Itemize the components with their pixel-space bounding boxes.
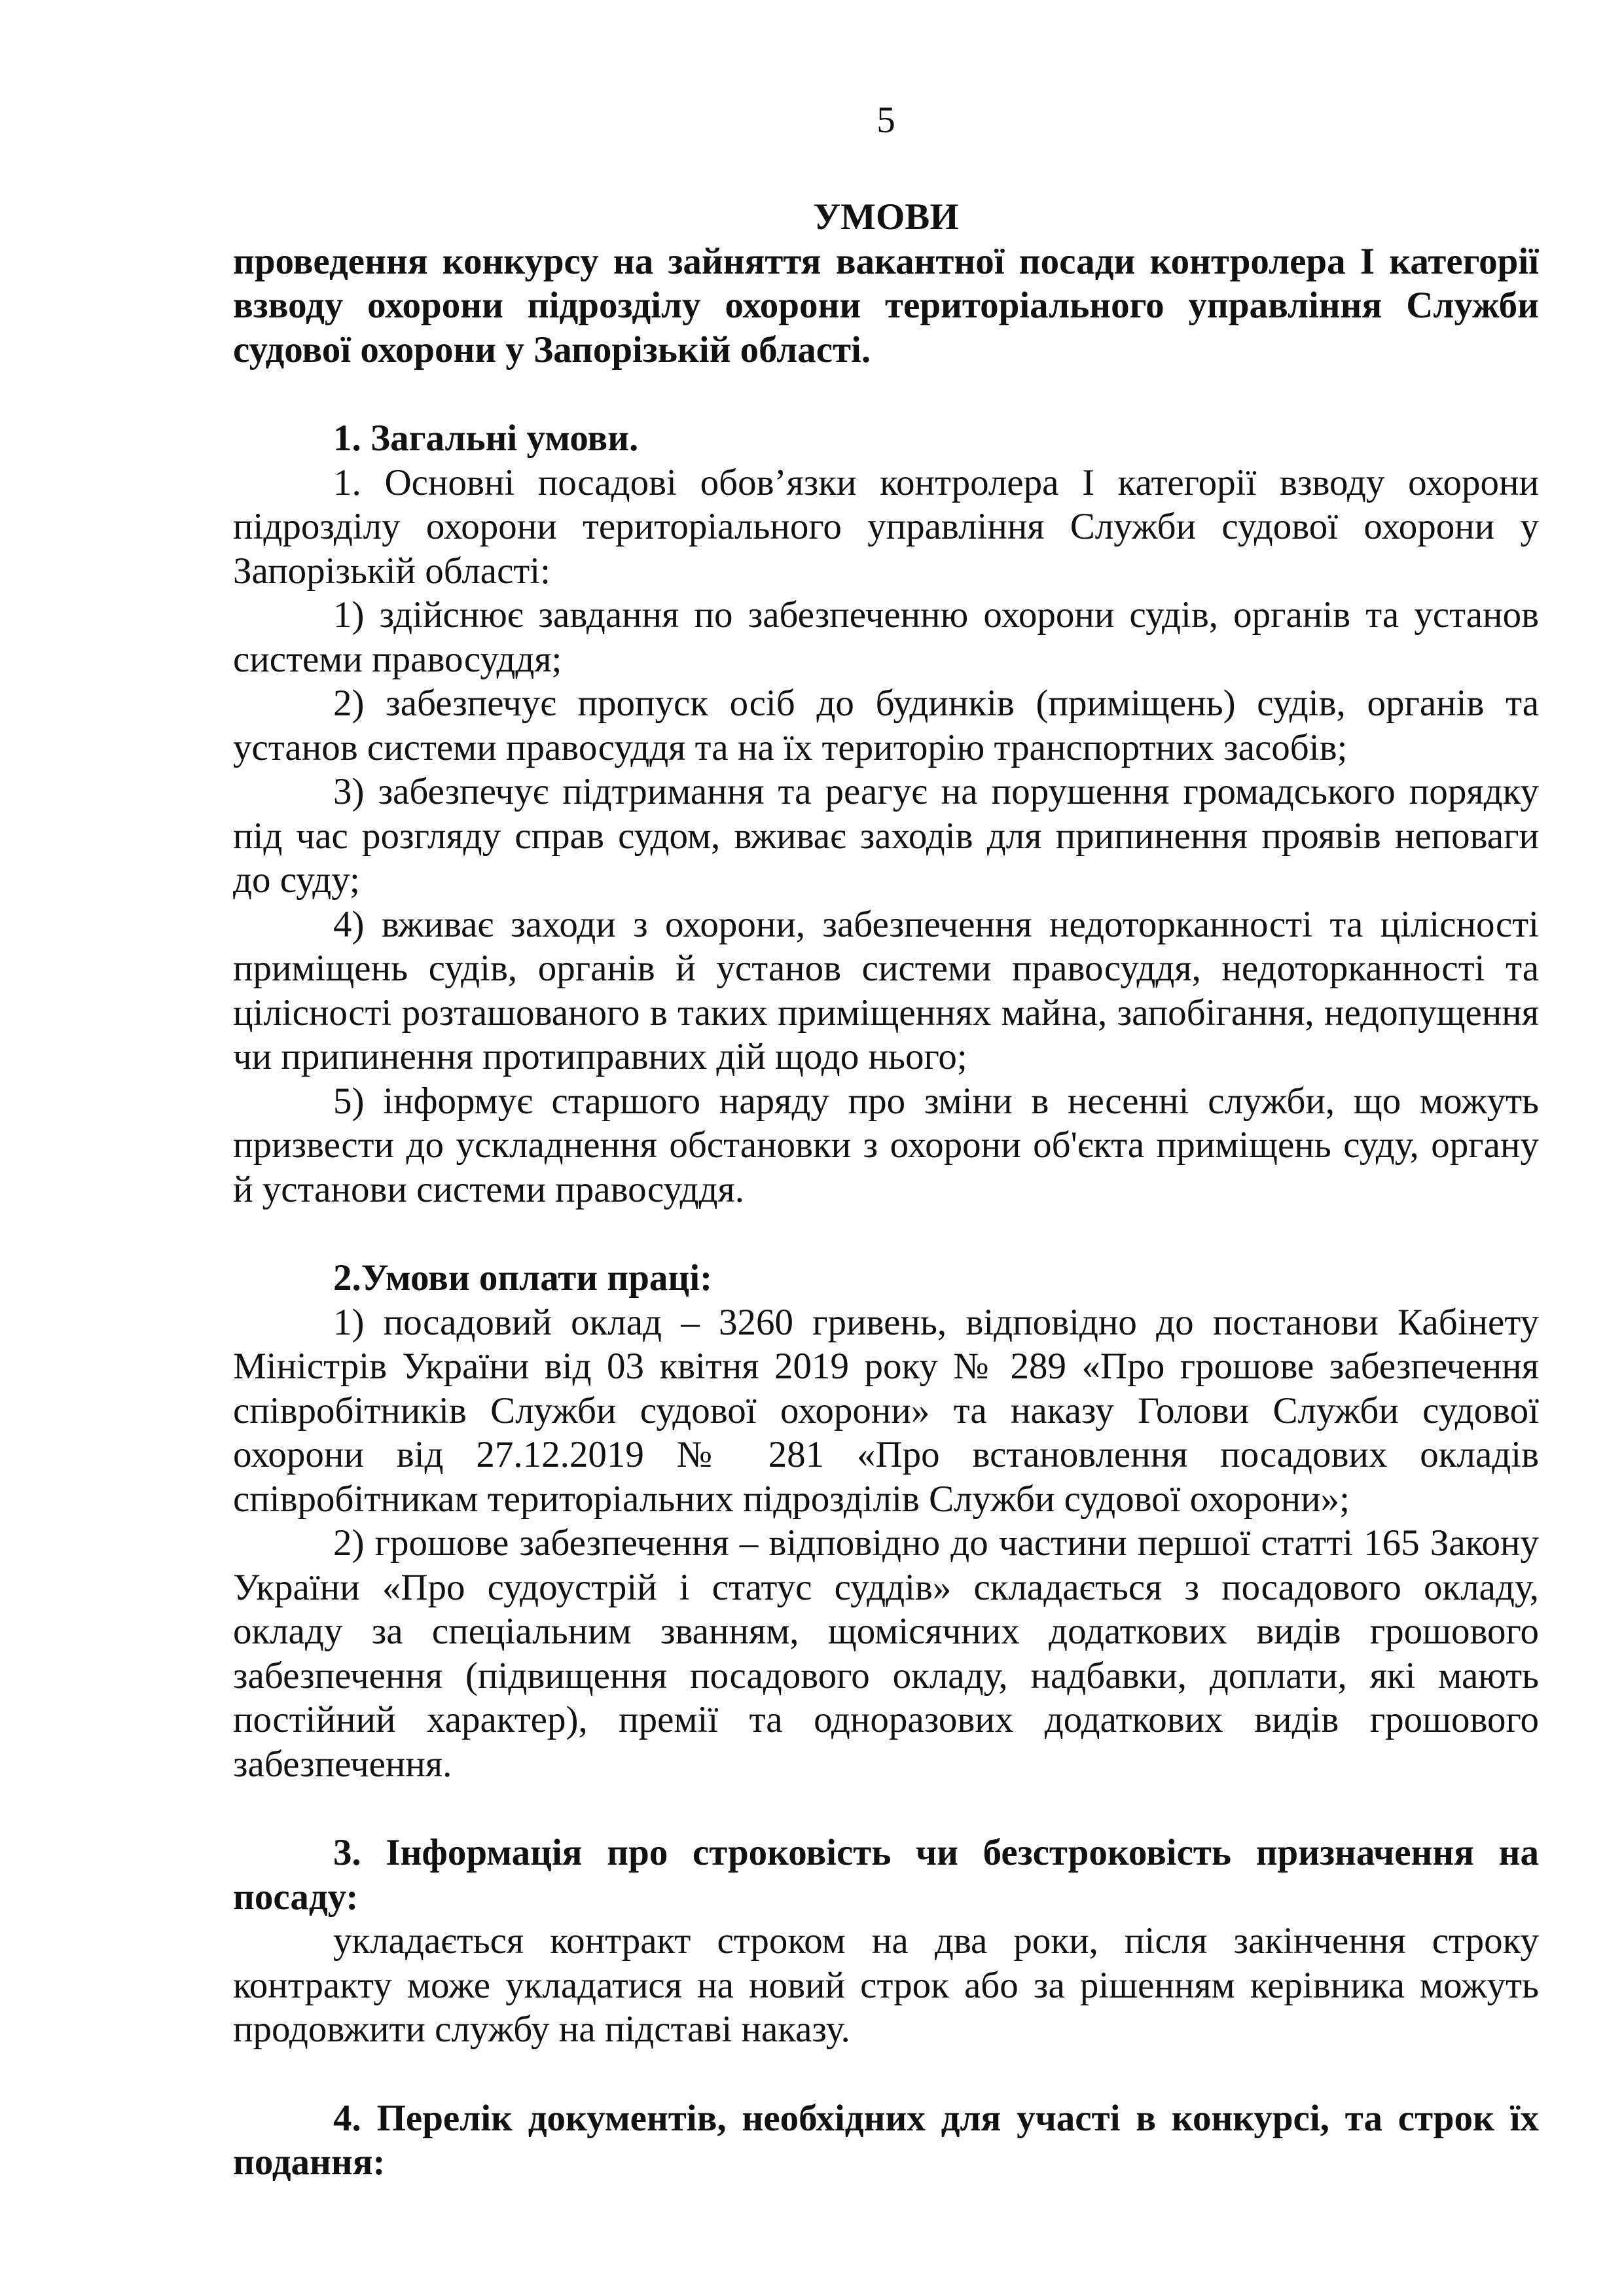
paragraph: 4) вживає заходи з охорони, забезпечення недоторканності та цілісності приміщень судів, органів й установ системи правосуддя, недоторканності та цілісності розташованого в таких приміщеннях майна, запобігання, недопущення чи припинення протиправних дій щодо нього; (233, 903, 1539, 1077)
document-title: УМОВИ (813, 196, 959, 238)
section-pay-conditions (233, 1256, 1539, 1786)
paragraph: укладається контракт строком на два роки, після закінчення строку контракту може укладатися на новий строк або за рішенням керівника можуть продовжити службу на підставі наказу. (233, 1920, 1539, 2050)
paragraph: 2) грошове забезпечення – відповідно до частини першої статті 165 Закону України «Про судоустрій і статус суддів» складається з посадового окладу, окладу за спеціальним званням, щомісячних додаткових видів грошового забезпечення (підвищення посадового окладу, надбавки, доплати, які мають постійний характер), премії та одноразових додаткових видів грошового забезпечення. (233, 1522, 1539, 1785)
paragraph: 1) здійснює завдання по забезпеченню охорони судів, органів та установ системи правосуддя; (233, 594, 1539, 680)
paragraph: 1) посадовий оклад – 3260 гривень, відповідно до постанови Кабінету Міністрів України від 03 квітня 2019 року № 289 «Про грошове забезпечення співробітників Служби судової охорони» та наказу Голови Служби судової охорони від 27.12.2019 № 281 «Про встановлення посадових окладів співробітникам територіальних підрозділів Служби судової охорони»; (233, 1301, 1539, 1520)
section-heading: 3. Інформація про строковість чи безстроковість призначення на посаду: (233, 1832, 1539, 1918)
paragraph: 5) інформує старшого наряду про зміни в несенні служби, що можуть призвести до ускладнення обстановки з охорони об'єкта приміщень суду, органу й установи системи правосуддя. (233, 1080, 1539, 1210)
document-subtitle: проведення конкурсу на зайняття вакантної посади контролера І категорії взводу охорони підрозділу охорони територіального управління Служби судової охорони у Запорізькій області. (233, 240, 1539, 370)
section-documents-list (233, 2096, 1539, 2185)
section-term-of-appointment (233, 1831, 1539, 2052)
section-general-conditions (233, 416, 1539, 1211)
section-heading: 1. Загальні умови. (333, 418, 639, 459)
section-heading: 4. Перелік документів, необхідних для участі в конкурсі, та строк їх подання: (233, 2097, 1539, 2183)
paragraph: 2) забезпечує пропуск осіб до будинків (приміщень) судів, органів та установ системи правосуддя та на їх територію транспортних засобів; (233, 683, 1539, 768)
paragraph: 3) забезпечує підтримання та реагує на порушення громадського порядку під час розгляду справ судом, вживає заходів для припинення проявів неповаги до суду; (233, 771, 1539, 901)
page-number: 5 (876, 99, 895, 141)
section-heading: 2.Умови оплати праці: (333, 1257, 713, 1299)
paragraph: 1. Основні посадові обов’язки контролера І категорії взводу охорони підрозділу охорони територіального управління Служби судової охорони у Запорізькій області: (233, 461, 1539, 592)
